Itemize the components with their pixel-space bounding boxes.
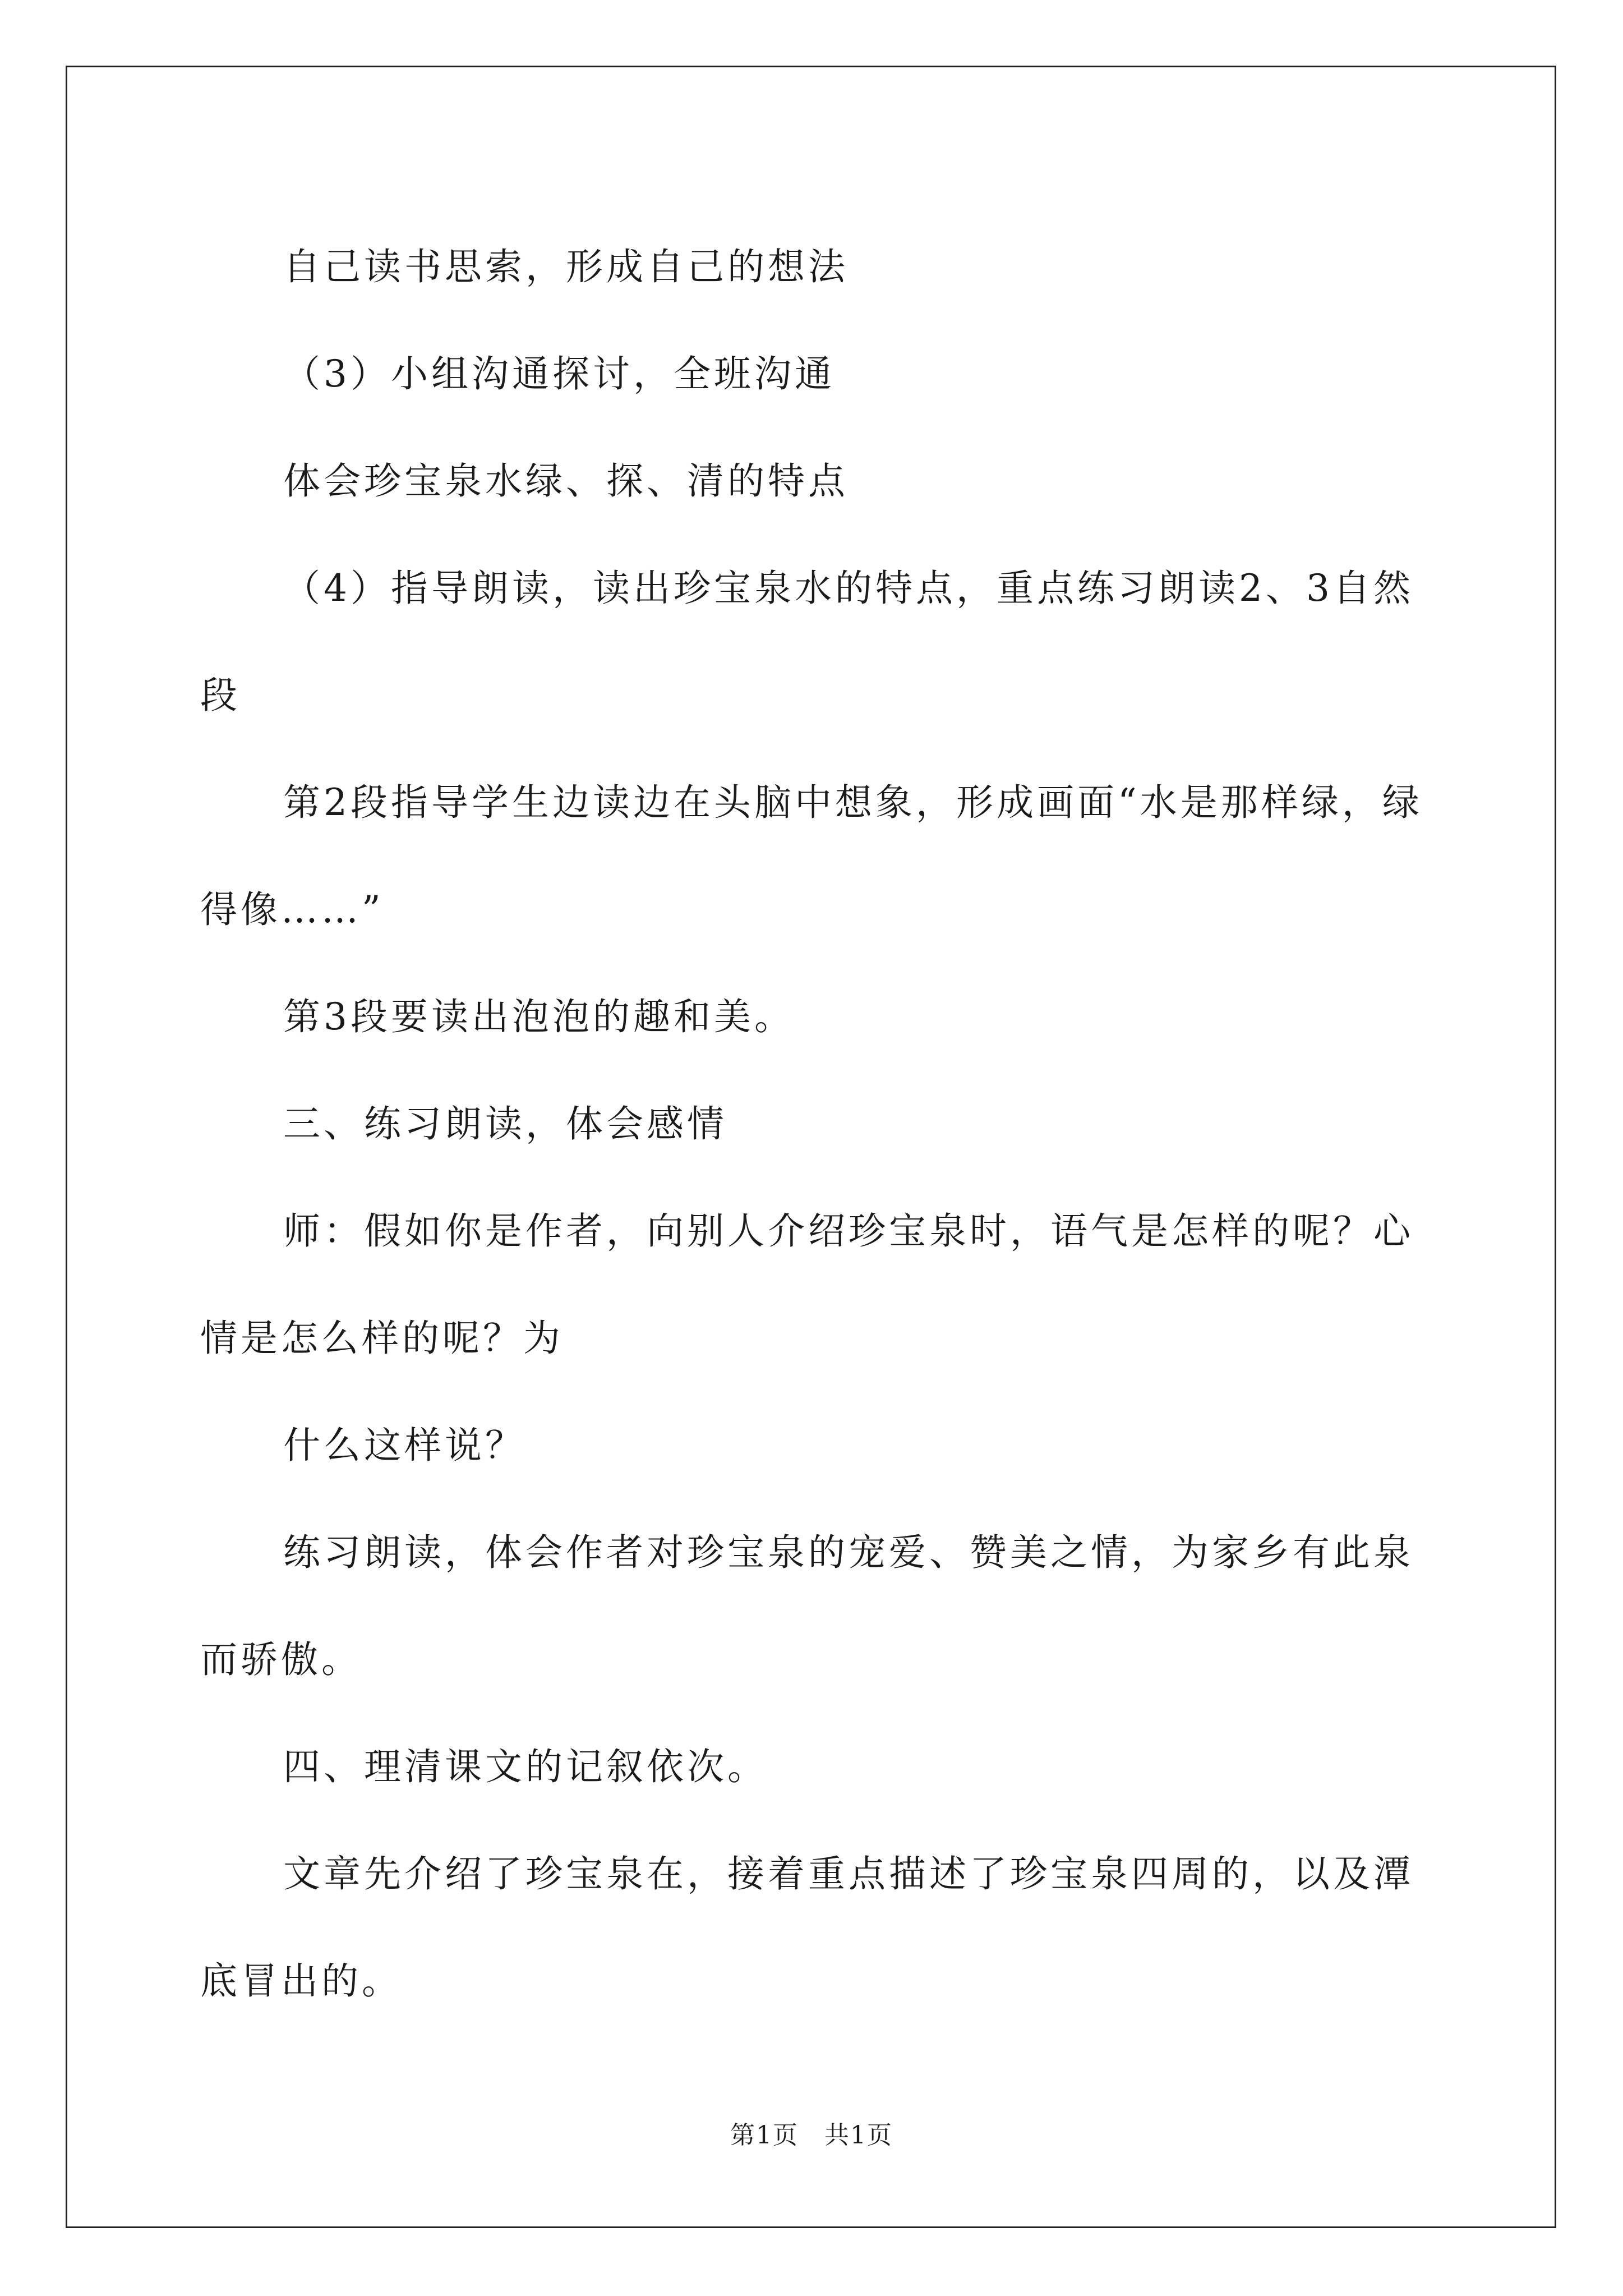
paragraph-2: （3）小组沟通探讨，全班沟通 [283,352,835,395]
paragraph-1: 自己读书思索，形成自己的想法 [283,245,849,288]
paragraph-11: 四、理清课文的记叙依次。 [283,1745,768,1788]
paragraph-6: 第3段要读出泡泡的趣和美。 [283,995,795,1038]
paragraph-7: 三、练习朗读，体会感情 [283,1102,727,1145]
paragraph-5: 第2段指导学生边读边在头脑中想象，形成画面“水是那样绿，绿得像……” [200,781,1423,931]
paragraph-12: 文章先介绍了珍宝泉在，接着重点描述了珍宝泉四周的，以及潭底冒出的。 [200,1852,1414,2003]
page-footer: 第1页 共1页 [730,2121,893,2150]
document-body [200,213,1434,2035]
paragraph-9: 什么这样说？ [283,1424,525,1467]
paragraph-3: 体会珍宝泉水绿、探、清的特点 [283,459,849,503]
paragraph-8: 师：假如你是作者，向别人介绍珍宝泉时，语气是怎样的呢？心情是怎么样的呢？为 [200,1209,1414,1360]
paragraph-4: （4）指导朗读，读出珍宝泉水的特点，重点练习朗读2、3自然段 [200,567,1414,717]
paragraph-10: 练习朗读，体会作者对珍宝泉的宠爱、赞美之情，为家乡有此泉而骄傲。 [200,1531,1414,1681]
